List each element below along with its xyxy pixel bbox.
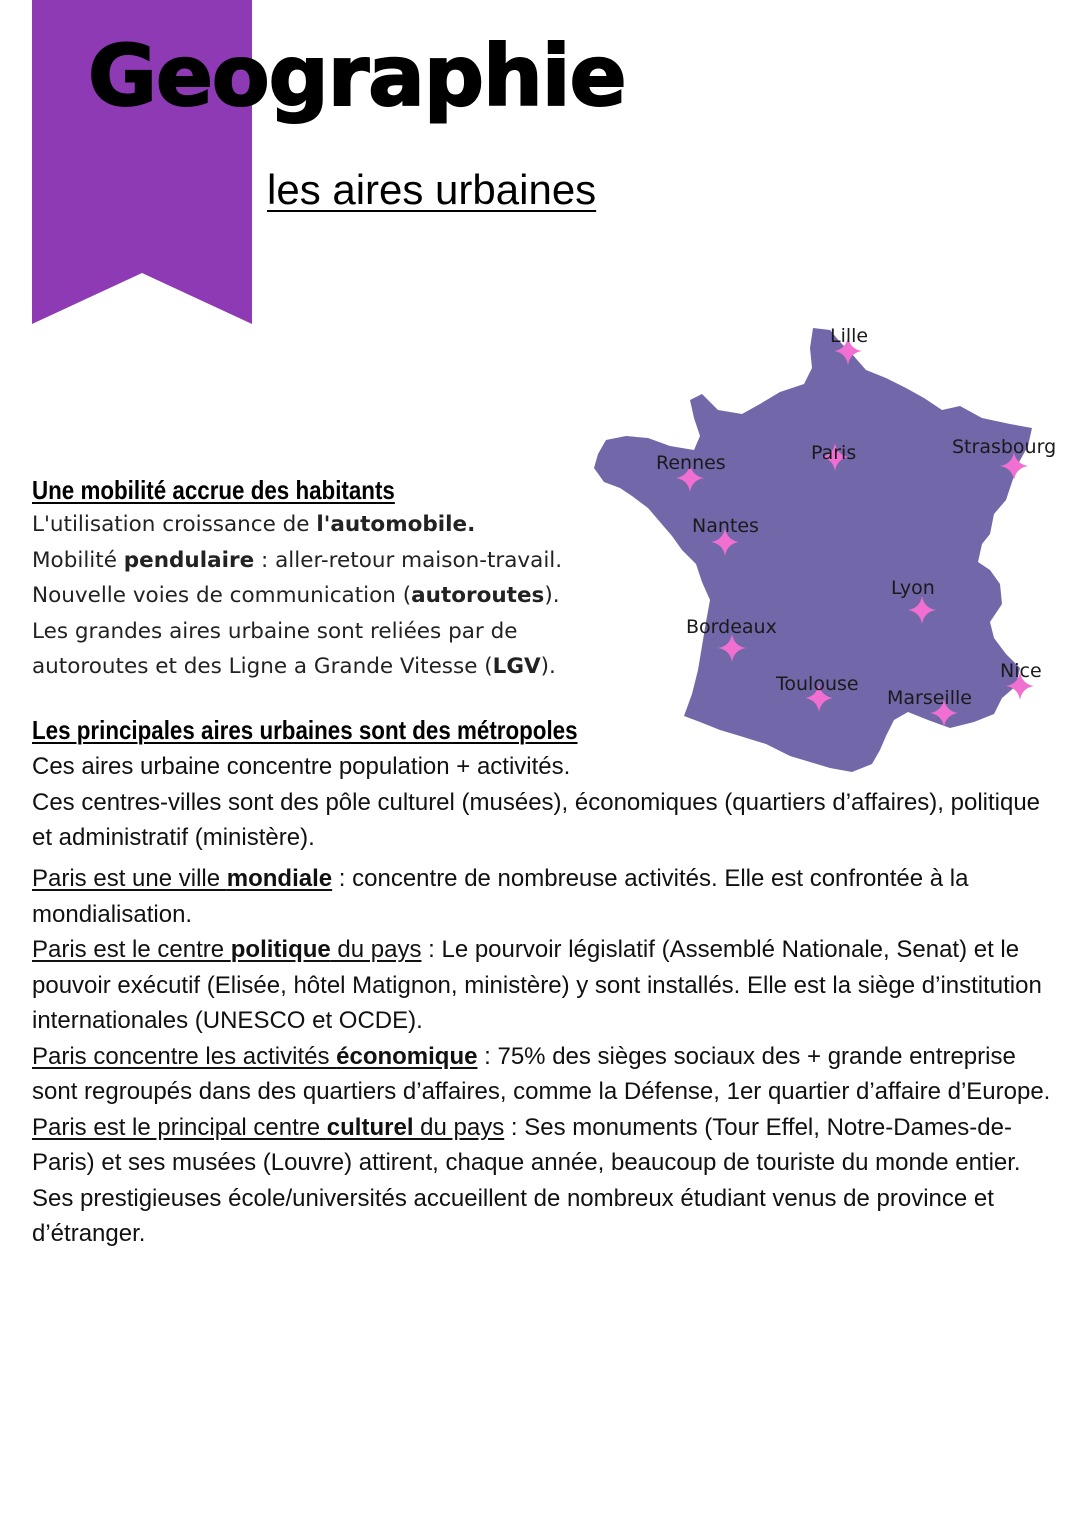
section-metropoles-intro (32, 749, 1052, 856)
text-span: autoroutes et des Ligne a Grande Vitesse ( (32, 654, 493, 680)
paragraph-centre-politique (32, 932, 1052, 1039)
city-label-strasbourg: Strasbourg (952, 436, 1057, 458)
city-label-nice: Nice (1000, 660, 1042, 682)
city-label-marseille: Marseille (887, 687, 972, 709)
city-label-toulouse: Toulouse (776, 673, 859, 695)
text-line (32, 578, 612, 614)
text-span: du pays (413, 1113, 505, 1141)
text-span: Mobilité (32, 547, 124, 573)
text-span: ). (544, 583, 560, 609)
page-title: Geographie (88, 27, 626, 125)
keyword-mondiale: mondiale (226, 865, 333, 892)
city-label-bordeaux: Bordeaux (686, 616, 777, 638)
text-span: : 75% des sièges sociaux des + grande entreprise sont regroupés dans des quartiers d’affaires, comme la Défense, 1er quartier d’affaire d’Europe. (32, 1042, 1051, 1105)
paragraph-ville-mondiale (32, 861, 1052, 932)
city-label-rennes: Rennes (656, 452, 726, 474)
text-span: . (467, 512, 476, 537)
france-map (590, 318, 1070, 778)
city-label-paris: Paris (811, 442, 857, 464)
text-line: Ces centres-villes sont des pôle culturel (musées), économiques (quartiers d’affaires), politique et administratif (ministère). (32, 788, 1041, 851)
keyword-lgv: LGV (492, 654, 541, 680)
text-line (32, 507, 612, 543)
text-line (32, 649, 612, 685)
section-mobilite-text (32, 507, 612, 685)
text-span: : Le pourvoir législatif (Assemblé Nationale, Senat) et le pouvoir exécutif (Elisée, hôtel Matignon, ministère) y sont installés. Elle est la siège d’institution internationales (UNESCO et OCDE). (32, 936, 1042, 1034)
keyword-pendulaire: pendulaire (123, 547, 255, 573)
section-heading-metropoles: Les principales aires urbaines sont des métropoles (32, 715, 578, 745)
keyword-autoroutes: autoroutes (411, 583, 545, 609)
text-line (32, 543, 612, 579)
city-label-lille: Lille (830, 325, 869, 347)
text-span: Paris est le principal centre (32, 1113, 327, 1141)
keyword-politique: politique (230, 936, 331, 963)
text-span: : Ses monuments (Tour Effel, Notre-Dames-de-Paris) et ses musées (Louvre) attirent, chaque année, beaucoup de touriste du monde entier. Ses prestigieuses école/universités accueillent de nombreux étudiant venus de province et d’étranger. (32, 1113, 1021, 1247)
section-heading-mobilite: Une mobilité accrue des habitants (32, 475, 395, 505)
keyword-automobile: l'automobile (316, 512, 468, 537)
keyword-economique: économique (336, 1042, 478, 1070)
text-line: Les grandes aires urbaine sont reliées par de (32, 618, 518, 644)
keyword-culturel: culturel (326, 1113, 414, 1141)
paragraph-centre-culturel (32, 1110, 1052, 1252)
city-label-nantes: Nantes (692, 515, 759, 537)
text-line: Ces aires urbaine concentre population + activités. (32, 753, 571, 780)
text-span: ). (540, 654, 556, 680)
text-span: : aller-retour maison-travail. (254, 547, 563, 573)
text-span: Paris est le centre (32, 936, 231, 963)
text-span: du pays (330, 936, 422, 963)
section-paris-details (32, 861, 1052, 1252)
text-span: L'utilisation croissance de (32, 512, 317, 537)
text-span: Paris concentre les activités (32, 1042, 337, 1070)
city-label-lyon: Lyon (891, 577, 935, 599)
text-span: Paris est une ville (32, 865, 227, 892)
page-subtitle: les aires urbaines (267, 166, 597, 213)
text-span: Nouvelle voies de communication ( (32, 583, 412, 609)
text-span: : concentre de nombreuse activités. Elle est confrontée à la mondialisation. (32, 865, 969, 928)
paragraph-activites-economiques (32, 1039, 1052, 1110)
